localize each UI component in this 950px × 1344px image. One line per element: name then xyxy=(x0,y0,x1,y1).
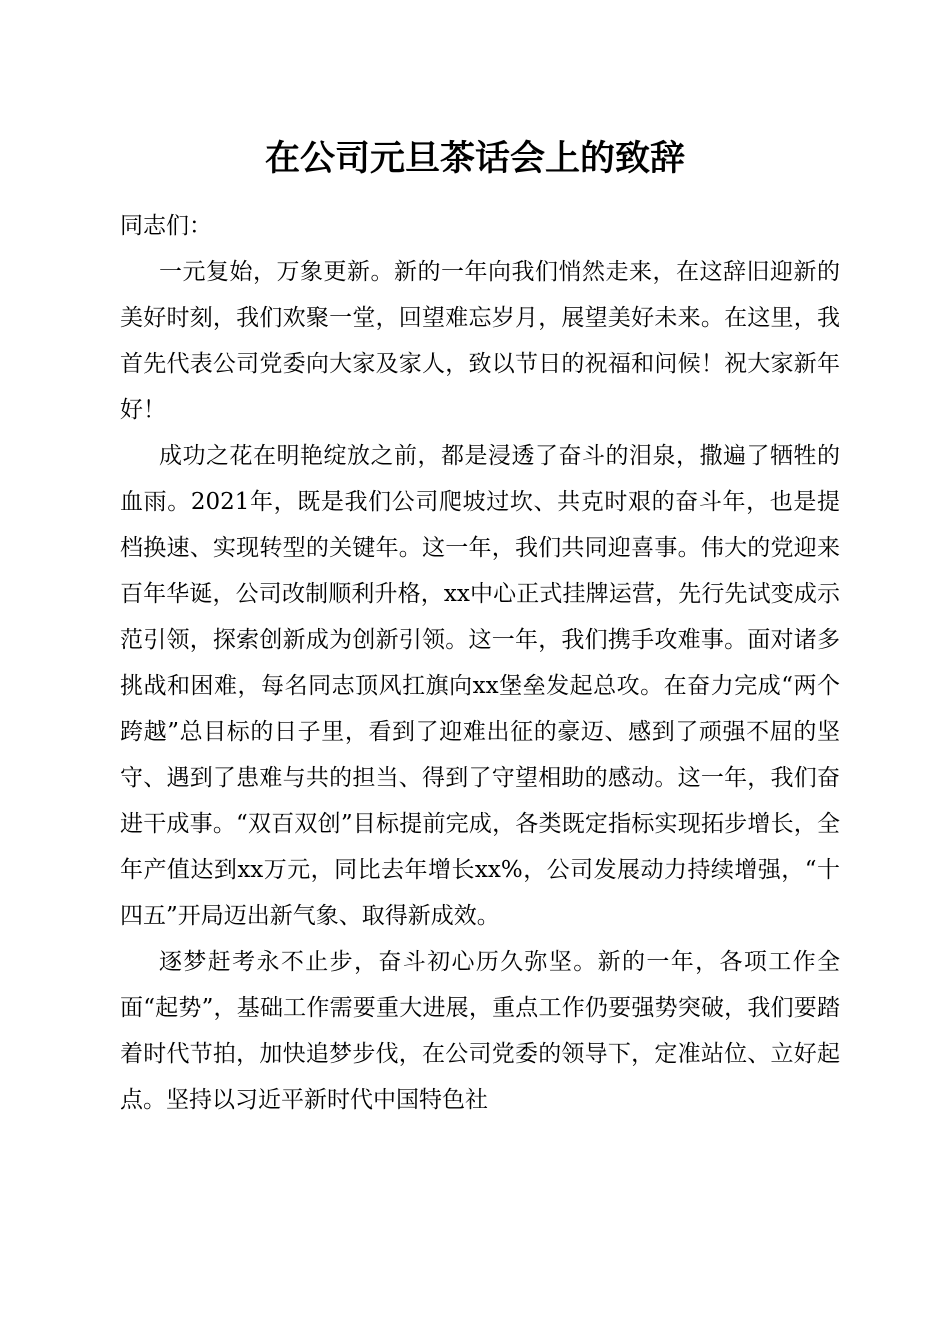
paragraph-outlook: 逐梦赶考永不止步，奋斗初心历久弥坚。新的一年，各项工作全面“起势”，基础工作需要重大进展，重点工作仍要强势突破，我们要踏着时代节拍，加快追梦步伐，在公司党委的领导下，定准站位、立好起点。坚持以习近平新时代中国特色社 xyxy=(120,949,840,1113)
document-body xyxy=(120,203,840,1123)
paragraph-review-2021: 成功之花在明艳绽放之前，都是浸透了奋斗的泪泉，撒遍了牺牲的血雨。2021年，既是我们公司爬坡过坎、共克时艰的奋斗年，也是提档换速、实现转型的关键年。这一年，我们共同迎喜事。伟大的党迎来百年华诞，公司改制顺利升格，xx中心正式挂牌运营，先行先试变成示范引领，探索创新成为创新引领。这一年，我们携手攻难事。面对诸多挑战和困难，每名同志顶风扛旗向xx堡垒发起总攻。在奋力完成“两个跨越”总目标的日子里，看到了迎难出征的豪迈、感到了顽强不屈的坚守、遇到了患难与共的担当、得到了守望相助的感动。这一年，我们奋进干成事。“双百双创”目标提前完成，各类既定指标实现拓步增长，全年产值达到xx万元，同比去年增长xx%，公司发展动力持续增强，“十四五”开局迈出新气象、取得新成效。 xyxy=(120,443,840,929)
document-title: 在公司元旦茶话会上的致辞 xyxy=(264,138,685,179)
paragraph-greeting: 一元复始，万象更新。新的一年向我们悄然走来，在这辞旧迎新的美好时刻，我们欢聚一堂，回望难忘岁月，展望美好未来。在这里，我首先代表公司党委向大家及家人，致以节日的祝福和问候！祝大家新年好！ xyxy=(120,259,840,423)
salutation: 同志们： xyxy=(120,213,212,239)
